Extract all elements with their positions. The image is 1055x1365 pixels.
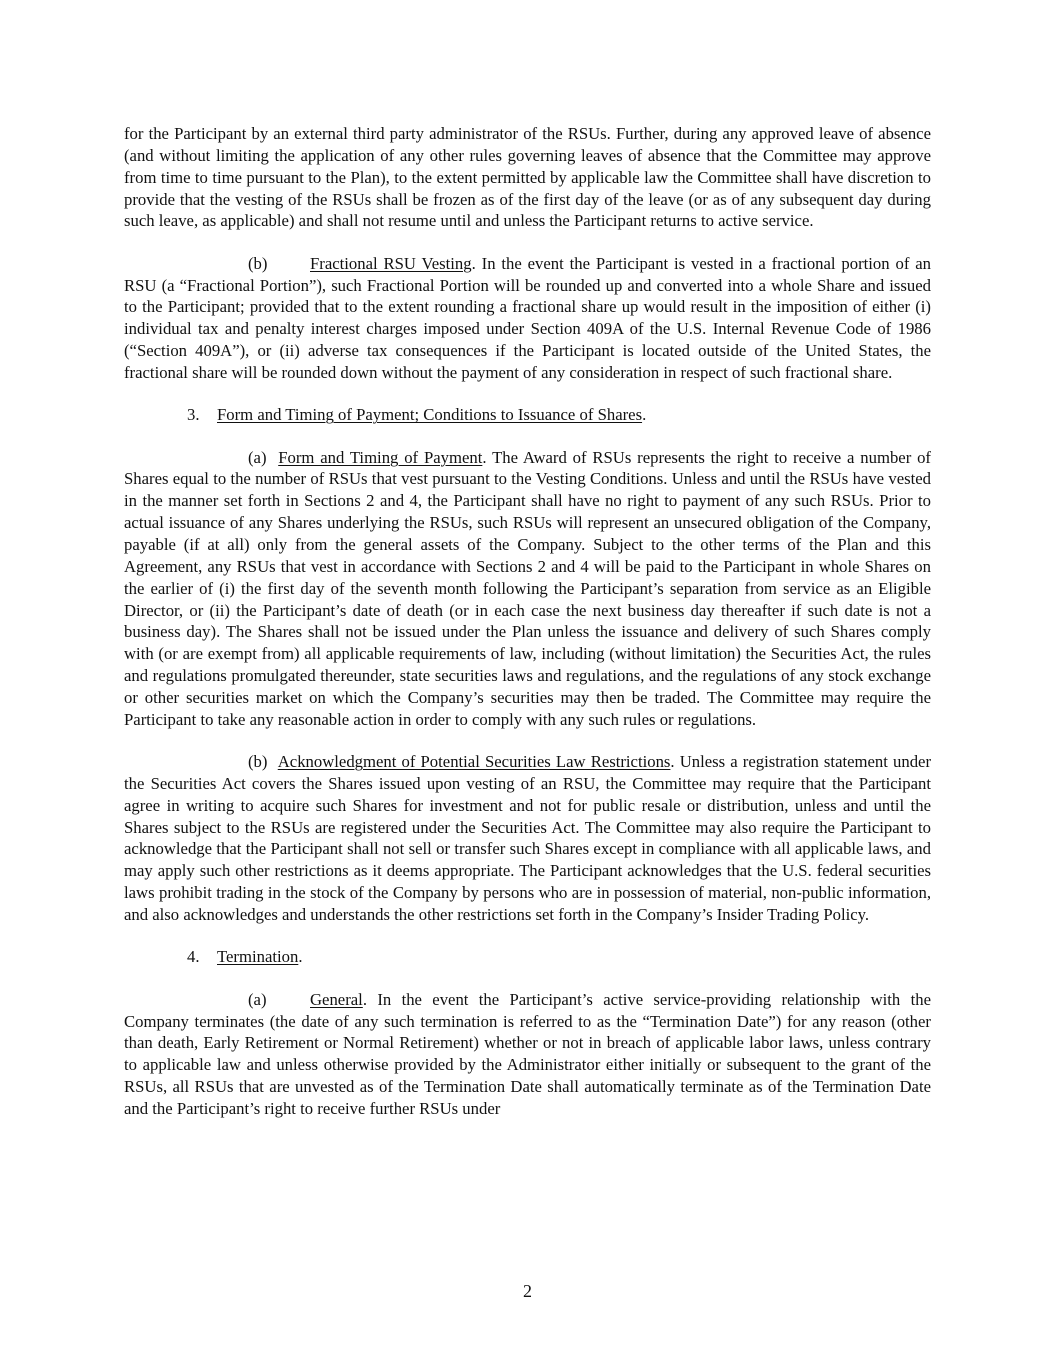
section-3b-paragraph [124, 751, 931, 926]
section-4-heading [124, 946, 931, 968]
section-3a-title: Form and Timing of Payment [278, 447, 483, 467]
section-2b-title: Fractional RSU Vesting [310, 253, 472, 273]
section-3b-title: Acknowledgment of Potential Securities Law Restrictions [277, 752, 671, 772]
section-2b-body: In the event the Participant is vested in a fractional portion of an RSU (a “Fractional Portion”), such Fractional Portion will be rounded up and converted into a whole Share and issued to the Participant; provided that to the extent rounding a fractional share up would result in the imposition of either (i) individual tax and penalty interest charges imposed under Section 409A of the U.S. Internal Revenue Code of 1986 (“Section 409A”), or (ii) adverse tax consequences if the Participant is located outside of the United States, the fractional share will be rounded down without the payment of any consideration in respect of such fractional share. [124, 253, 931, 382]
section-2b-title-suffix: . [471, 253, 476, 273]
section-3a-paragraph [124, 447, 931, 731]
section-4a-paragraph [124, 989, 931, 1120]
section-3b-title-suffix: . [670, 752, 675, 772]
paragraph-intro: for the Participant by an external third party administrator of the RSUs. Further, during any approved leave of absence (and without limiting the application of any other rules governing leaves of absence that the Committee may approve from time to time pursuant to the Plan), to the extent permitted by applicable law the Committee shall have discretion to provide that the vesting of the RSUs shall be frozen as of the first day of the leave (or as of any subsequent day during such leave, as applicable) and shall not resume until and unless the Participant returns to active service. [124, 124, 931, 231]
section-4-title: Termination [217, 947, 299, 967]
section-2b-paragraph [124, 253, 931, 384]
section-4a-title: General [310, 989, 363, 1009]
section-2b-label: (b) [248, 253, 268, 273]
section-4a-label: (a) [248, 989, 267, 1009]
section-3-title-suffix: . [642, 405, 647, 425]
section-3b-body: Unless a registration statement under the Securities Act covers the Shares issued upon vesting of an RSU, the Committee may require that the Participant agree in writing to acquire such Shares for investment and not for public resale or distribution, unless and until the Shares subject to the RSUs are registered under the Securities Act. The Committee may also require the Participant to acknowledge that the Participant shall not sell or transfer such Shares except in compliance with all applicable laws, and may apply such other restrictions as it deems appropriate. The Participant acknowledges that the U.S. federal securities laws prohibit trading in the stock of the Company by persons who are in possession of material, non-public information, and also acknowledges and understands the other restrictions set forth in the Company’s Insider Trading Policy. [124, 752, 932, 924]
document-page [124, 123, 931, 1120]
section-4-number: 4. [187, 947, 200, 967]
section-3a-title-suffix: . [482, 447, 487, 467]
section-4a-body: In the event the Participant’s active service-providing relationship with the Company terminates (the date of any such termination is referred to as the “Termination Date”) for any reason (other than death, Early Retirement or Normal Retirement) whether or not in breach of applicable labor laws, unless contrary to applicable law and unless otherwise provided by the Administrator either initially or subsequent to the grant of the RSUs, all RSUs that are unvested as of the Termination Date shall automatically terminate as of the Termination Date and the Participant’s right to receive further RSUs under [124, 989, 931, 1118]
section-3a-label: (a) [248, 447, 267, 467]
section-3a-body: The Award of RSUs represents the right to receive a number of Shares equal to the number of RSUs that vest pursuant to the Vesting Conditions. Unless and until the RSUs have vested in the manner set forth in Sections 2 and 4, the Participant shall have no right to payment of any such RSUs. Prior to actual issuance of any Shares underlying the RSUs, such RSUs will represent an unsecured obligation of the Company, payable (if at all) only from the general assets of the Company. Subject to the other terms of the Plan and this Agreement, any RSUs that vest in accordance with Sections 2 and 4 will be paid to the Participant in whole Shares on the earlier of (i) the first day of the seventh month following the Participant’s separation from service as an Eligible Director, or (ii) the Participant’s date of death (or in each case the next business day thereafter if such date is not a business day). The Shares shall not be issued under the Plan unless the issuance and delivery of such Shares comply with (or are exempt from) all applicable requirements of law, including (without limitation) the Securities Act, the rules and regulations promulgated thereunder, state securities laws and regulations, and the regulations of any stock exchange or other securities market on which the Company’s securities may then be traded. The Committee may require the Participant to take any reasonable action in order to comply with any such rules or regulations. [124, 447, 931, 729]
section-3-number: 3. [187, 405, 200, 425]
section-4a-title-suffix: . [362, 989, 367, 1009]
page-number: 2 [523, 1281, 532, 1301]
section-3-heading [124, 404, 931, 426]
section-3b-label: (b) [248, 752, 268, 772]
section-4-title-suffix: . [298, 947, 303, 967]
section-3-title: Form and Timing of Payment; Conditions to Issuance of Shares [217, 405, 643, 425]
